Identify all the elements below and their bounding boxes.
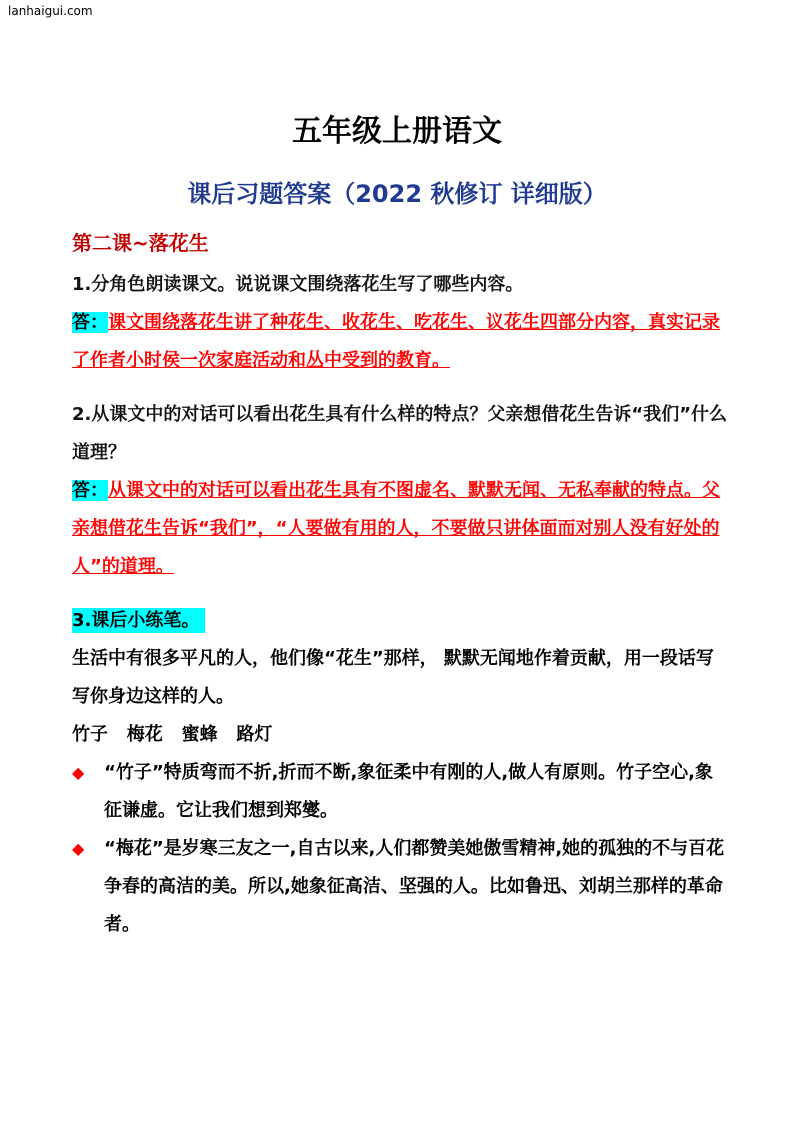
bullet-item bbox=[72, 754, 728, 830]
answer-1 bbox=[72, 304, 728, 380]
page-subtitle: 课后习题答案（2022 秋修订 详细版） bbox=[187, 180, 607, 208]
bullet-item bbox=[72, 830, 728, 944]
document-body bbox=[72, 228, 728, 944]
question-2: 2.从课文中的对话可以看出花生具有什么样的特点？父亲想借花生告诉“我们”什么道理？ bbox=[72, 404, 728, 463]
answer-2 bbox=[72, 472, 728, 586]
word-list: 竹子 梅花 蜜蜂 路灯 bbox=[72, 724, 273, 745]
answer-label: 答： bbox=[72, 312, 108, 333]
question-1: 1.分角色朗读课文。说说课文围绕落花生写了哪些内容。 bbox=[72, 274, 524, 295]
site-watermark: lanhaigui.com bbox=[8, 4, 93, 18]
answer-2-text: 从课文中的对话可以看出花生具有不图虚名、默默无闻、无私奉献的特点。父亲想借花生告诉“我们”，“人要做有用的人，不要做只讲体面而对别人没有好处的人”的道理。 bbox=[72, 480, 720, 577]
diamond-icon: ◆ bbox=[72, 839, 85, 858]
question-3-body: 生活中有很多平凡的人，他们像“花生”那样， 默默无闻地作着贡献，用一段话写写你身边这样的人。 bbox=[72, 648, 714, 707]
question-3-highlight: 3.课后小练笔。 bbox=[72, 608, 205, 633]
question-3-title bbox=[72, 602, 728, 640]
bullet-text: “梅花”是岁寒三友之一,自古以来,人们都赞美她傲雪精神,她的孤独的不与百花争春的高洁的美。所以,她象征高洁、坚强的人。比如鲁迅、刘胡兰那样的革命者。 bbox=[104, 838, 725, 935]
page-title: 五年级上册语文 bbox=[292, 114, 502, 149]
diamond-icon: ◆ bbox=[72, 763, 85, 782]
bullet-text: “竹子”特质弯而不折,折而不断,象征柔中有刚的人,做人有原则。竹子空心,象征谦虚。它让我们想到郑燮。 bbox=[104, 762, 714, 821]
answer-label: 答： bbox=[72, 480, 108, 501]
answer-1-text: 课文围绕落花生讲了种花生、收花生、吃花生、议花生四部分内容，真实记录了作者小时侯一次家庭活动和丛中受到的教育。 bbox=[72, 312, 720, 371]
lesson-heading: 第二课~落花生 bbox=[72, 231, 209, 255]
